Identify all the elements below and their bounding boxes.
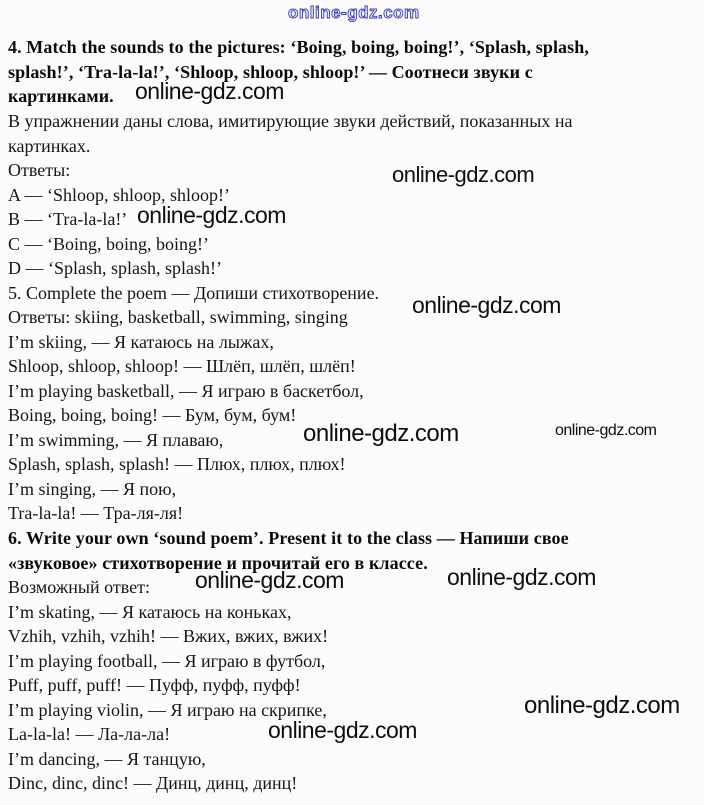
text-line: картинках. bbox=[8, 136, 91, 156]
text-line: Puff, puff, puff! — Пуфф, пуфф, пуфф! bbox=[8, 675, 301, 695]
watermark-site: online-gdz.com bbox=[137, 202, 286, 228]
watermark-site: online-gdz.com bbox=[268, 717, 417, 743]
watermark-site: online-gdz.com bbox=[447, 564, 596, 590]
text-line: Dinc, dinc, dinc! — Динц, динц, динц! bbox=[8, 773, 298, 793]
text-line: I’m skating, — Я катаюсь на коньках, bbox=[8, 602, 292, 622]
text-line: C — ‘Boing, boing, boing!’ bbox=[8, 234, 209, 254]
watermark-site: online-gdz.com bbox=[135, 78, 284, 104]
text-line: splash!’, ‘Tra-la-la!’, ‘Shloop, shloop, shloop!’ — Соотнеси звуки с bbox=[8, 62, 533, 82]
text-line: картинками. bbox=[8, 86, 114, 106]
text-line: I’m swimming, — Я плаваю, bbox=[8, 430, 224, 450]
text-line: 6. Write your own ‘sound poem’. Present it to the class — Напиши свое bbox=[8, 528, 569, 548]
text-line: Boing, boing, boing! — Бум, бум, бум! bbox=[8, 405, 297, 425]
text-line: 5. Complete the poem — Допиши стихотворение. bbox=[8, 283, 380, 303]
text-line: I’m dancing, — Я танцую, bbox=[8, 749, 206, 769]
text-line: A — ‘Shloop, shloop, shloop!’ bbox=[8, 185, 231, 205]
text-line: La-la-la! — Ла-ла-ла! bbox=[8, 724, 171, 744]
watermark-site: online-gdz.com bbox=[195, 567, 344, 593]
watermark-site-outlined: online-gdz.com bbox=[288, 3, 420, 22]
text-line: «звуковое» стихотворение и прочитай его в классе. bbox=[8, 553, 428, 573]
watermark-site: online-gdz.com bbox=[303, 420, 459, 447]
text-line: I’m playing basketball, — Я играю в баскетбол, bbox=[8, 381, 364, 401]
watermark-site: online-gdz.com bbox=[524, 692, 680, 719]
text-line: D — ‘Splash, splash, splash!’ bbox=[8, 258, 222, 278]
watermark-site: online-gdz.com bbox=[412, 292, 561, 318]
text-line: B — ‘Tra-la-la!’ bbox=[8, 209, 128, 229]
text-line: Tra-la-la! — Тра-ля-ля! bbox=[8, 503, 184, 523]
watermark-site: online-gdz.com bbox=[555, 422, 657, 439]
text-line: Ответы: skiing, basketball, swimming, singing bbox=[8, 307, 348, 327]
text-line: 4. Match the sounds to the pictures: ‘Boing, boing, boing!’, ‘Splash, splash, bbox=[8, 37, 589, 57]
text-line: Возможный ответ: bbox=[8, 577, 150, 597]
text-line: I’m playing football, — Я играю в футбол, bbox=[8, 651, 326, 671]
text-line: В упражнении даны слова, имитирующие звуки действий, показанных на bbox=[8, 111, 573, 131]
text-line: Vzhih, vzhih, vzhih! — Вжих, вжих, вжих! bbox=[8, 626, 329, 646]
text-line: Shloop, shloop, shloop! — Шлёп, шлёп, шлёп! bbox=[8, 356, 356, 376]
text-line: Ответы: bbox=[8, 160, 71, 180]
text-line: Splash, splash, splash! — Плюх, плюх, плюх! bbox=[8, 454, 346, 474]
text-line: I’m playing violin, — Я играю на скрипке, bbox=[8, 700, 327, 720]
watermark-site: online-gdz.com bbox=[392, 162, 535, 187]
text-line: I’m skiing, — Я катаюсь на лыжах, bbox=[8, 332, 274, 352]
text-line: I’m singing, — Я пою, bbox=[8, 479, 177, 499]
